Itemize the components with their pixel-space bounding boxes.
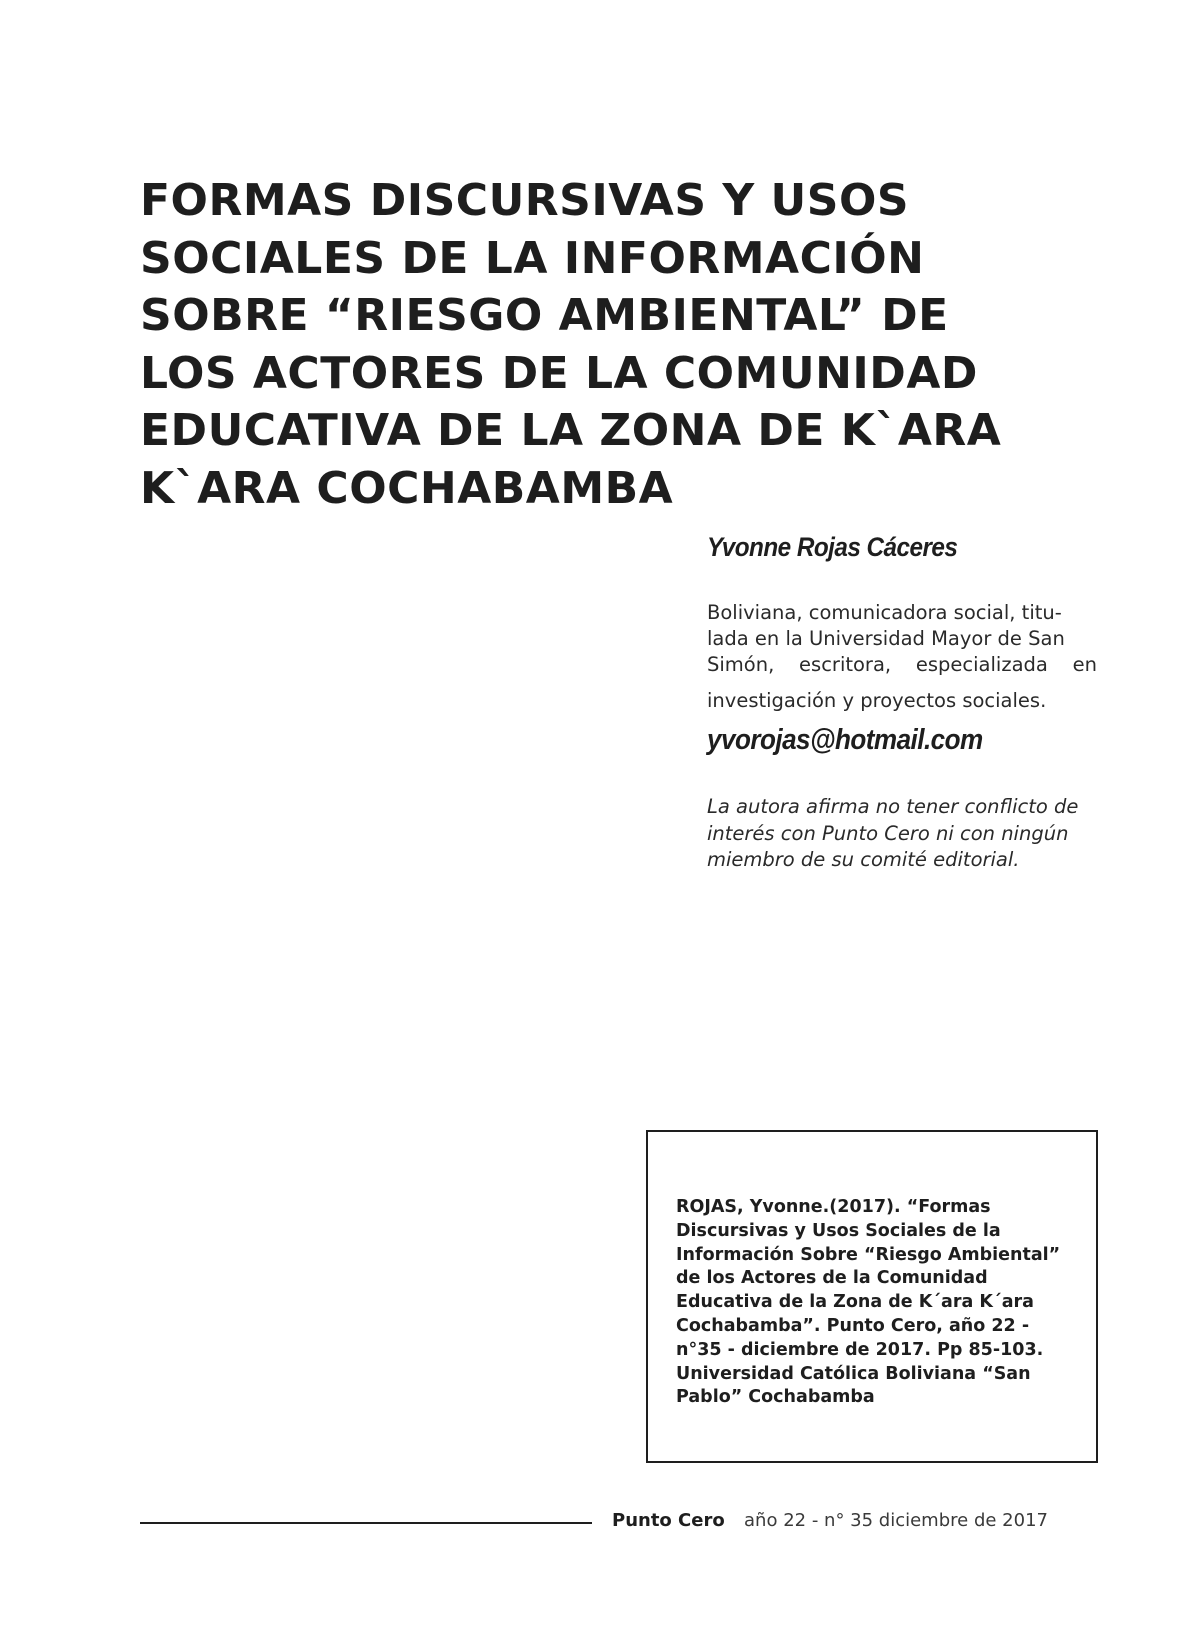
- author-name: Yvonne Rojas Cáceres: [707, 532, 958, 562]
- citation-line: Universidad Católica Boliviana “San: [676, 1363, 1031, 1384]
- citation-line: Cochabamba”. Punto Cero, año 22 -: [676, 1315, 1030, 1336]
- citation-line: n°35 - diciembre de 2017. Pp 85-103.: [676, 1339, 1044, 1360]
- citation-line: Pablo” Cochabamba: [676, 1387, 875, 1408]
- title-line: SOCIALES DE LA INFORMACIÓN: [140, 232, 925, 284]
- bio-word: escritora,: [799, 653, 892, 676]
- author-bio: [707, 600, 1097, 714]
- citation-line: Discursivas y Usos Sociales de la: [676, 1220, 1001, 1241]
- title-line: EDUCATIVA DE LA ZONA DE K`ARA: [140, 405, 1002, 456]
- disclaimer-line: interés con Punto Cero ni con ningún: [707, 821, 1069, 845]
- page-footer: [612, 1508, 1048, 1534]
- citation-line: ROJAS, Yvonne.(2017). “Formas: [676, 1197, 991, 1217]
- footer-divider: [140, 1522, 592, 1524]
- citation-box: [646, 1130, 1098, 1463]
- disclaimer-line: La autora afirma no tener conflicto de: [707, 795, 1079, 818]
- bio-word: en: [1072, 653, 1097, 676]
- bio-line: [707, 652, 1097, 678]
- bio-line: Boliviana, comunicadora social, titu-: [707, 601, 1062, 624]
- bio-word: especializada: [915, 653, 1048, 676]
- citation-text: [676, 1196, 1060, 1410]
- conflict-disclaimer: [707, 794, 1107, 874]
- citation-line: Educativa de la Zona de K´ara K´ara: [676, 1292, 1034, 1313]
- title-line: SOBRE “RIESGO AMBIENTAL” DE: [140, 290, 949, 341]
- author-email: yvorojas@hotmail.com: [707, 724, 983, 756]
- article-title: [140, 172, 1060, 517]
- citation-line: de los Actores de la Comunidad: [676, 1268, 988, 1289]
- citation-line: Información Sobre “Riesgo Ambiental”: [676, 1244, 1061, 1265]
- bio-line: investigación y proyectos sociales.: [707, 689, 1047, 712]
- bio-line: lada en la Universidad Mayor de San: [707, 627, 1065, 650]
- title-line: LOS ACTORES DE LA COMUNIDAD: [140, 347, 978, 399]
- journal-name: Punto Cero: [612, 1510, 725, 1531]
- bio-word: Simón,: [707, 653, 775, 676]
- disclaimer-line: miembro de su comité editorial.: [707, 848, 1020, 871]
- title-line: K`ARA COCHABAMBA: [140, 462, 674, 514]
- title-line: FORMAS DISCURSIVAS Y USOS: [140, 175, 910, 226]
- issue-info: año 22 - n° 35 diciembre de 2017: [744, 1510, 1048, 1531]
